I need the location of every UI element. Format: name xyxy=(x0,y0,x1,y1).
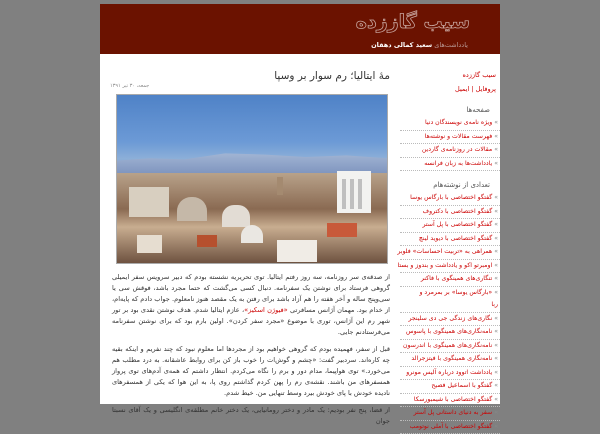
post-paragraph: قبل از سفر، فهمیده بودم که گروهی خواهیم بود از مجردها اما معلوم نبود که چند نفریم و اینکه بقیه چه کاره‌اند. سردبیر گفت: «چشم و گوش‌ات را خوب باز کن برای روابط عاشقانه. به درد مطلب هم می‌خورد.» توی هواپیما، مدام دور و برم را نگاه می‌کردم. انتظار داشتم که همه‌ی آدم‌های توی پرواز همسفرهای من باشند. نقشه‌ی رم را پهن کردم گذاشتم روی پا، به این هوا که یکی از همسفرهای نادیده خودش با پای خودش بیرد وسط تنهایی من. خیط شدم. xyxy=(112,344,390,399)
bullet-icon: » xyxy=(494,355,498,362)
sidebar xyxy=(400,66,500,406)
bullet-icon: » xyxy=(494,342,498,349)
bullet-icon: » xyxy=(494,160,498,167)
bullet-icon: » xyxy=(494,396,498,403)
post-link-item[interactable]: »گفتگو اختصاصی با بارگاس یوسا xyxy=(400,192,500,206)
bullet-icon: » xyxy=(494,315,498,322)
post-link-item[interactable]: »گفتگو اختصاصی با دکتروف xyxy=(400,206,500,220)
separator: | xyxy=(471,85,473,93)
main-column xyxy=(110,66,390,406)
posts-heading: تعدادی از نوشته‌هام xyxy=(400,181,490,189)
email-link[interactable]: ایمیل xyxy=(455,85,469,93)
post-paragraph: از صدقه‌ی سر روزنامه، سه روز رفتم ایتالیا. توی تحریریه نشسته بودم که دبیر سرویس سفر ایمیلی گروهی فرستاد برای نوشتن یک سفرنامه. دنبال کسی می‌گشت که حتما مجرد باشد، فوقش سی یا سی‌وپنج ساله و آخر هفته را هم آزاد باشد برای رفتن به یک مقصد هنوز نامعلوم. جواب دادم که پایه‌ام، از خدام بود. مهمان آژانس مسافرتی «فیوژن اسکیز»، عازم ایتالیا شدم. هدف نوشتن نقدی بود بر تور شهر رم این آژانس، توری با موضوع «مجرد سفر کردن». اولین بارم بود که برای نوشتن سفرنامه می‌فرستادنم جایی. xyxy=(112,272,390,338)
post-link-item[interactable]: »گفتگو اختصاصی با شیمبورسکا xyxy=(400,394,500,408)
page-container xyxy=(100,4,500,404)
post-link-item[interactable]: »نامه‌نگاری‌های همینگوی با اندرسون xyxy=(400,340,500,354)
bullet-icon: » xyxy=(494,275,498,282)
bullet-icon: » xyxy=(494,409,498,416)
posts-list xyxy=(400,192,500,434)
post-body xyxy=(112,272,390,433)
sidebar-profile-row xyxy=(400,85,496,93)
author-name: سعید کمالی دهقان xyxy=(371,41,432,49)
post-paragraph: از قضا، پنج نفر بودیم: یک مادر و دختر رومانیایی، یک دختر خانم مطلقه‌ی انگلیسی و یک آقای نسبتا جوان xyxy=(112,405,390,427)
post-title[interactable]: مهٔ ایتالیا؛ رم سوار بر وسپا xyxy=(110,70,390,82)
post-image xyxy=(116,94,388,264)
bullet-icon: » xyxy=(494,235,498,242)
page-item[interactable]: »فهرست مقالات و نوشته‌ها xyxy=(400,131,500,145)
bullet-icon: » xyxy=(494,262,498,269)
bullet-icon: » xyxy=(494,208,498,215)
profile-link[interactable]: پروفایل xyxy=(476,85,496,93)
pages-list xyxy=(400,117,500,171)
post-link-item[interactable]: »گفتگو اختصاصی با دیوید لینچ xyxy=(400,233,500,247)
bullet-icon: » xyxy=(494,423,498,430)
bullet-icon: » xyxy=(494,328,498,335)
blog-header xyxy=(100,4,500,54)
post-link-item[interactable]: »«بارگاس یوسا» بر بمرمرد و xyxy=(400,287,500,300)
post-date: جمعه، ۳۰ تیر ۱۳۹۱ xyxy=(110,83,149,89)
bullet-icon: » xyxy=(494,146,498,153)
bullet-icon: » xyxy=(494,119,498,126)
post-link-item[interactable]: »نگاری‌های زندگی جی دی سلینجر xyxy=(400,313,500,327)
blog-description xyxy=(371,41,468,49)
post-link-item[interactable]: »تنگاری‌های همینگوی با فاکنر xyxy=(400,273,500,287)
bullet-icon: » xyxy=(494,248,498,255)
post-link-item[interactable]: »اومبرتو اکو و یادداشت و بندوز و بستا xyxy=(400,260,500,274)
post-link-item[interactable]: »سفر به دنیای داستانی پل آستر xyxy=(400,407,500,421)
bullet-icon: » xyxy=(494,382,498,389)
bullet-icon: » xyxy=(494,221,498,228)
post-link-item[interactable]: »نامه‌نگاری همینگوی با فیتزجرالد xyxy=(400,353,500,367)
bullet-icon: » xyxy=(494,194,498,201)
post-link-item-continued[interactable]: ربا xyxy=(400,299,500,313)
sidebar-blog-link[interactable]: سیب گاززده xyxy=(400,71,496,79)
page-item[interactable]: »مقالات در روزنامه‌ی گاردین xyxy=(400,144,500,158)
post-link-item[interactable]: »گفتگو اختصاصی با پل آستر xyxy=(400,219,500,233)
post-link-item[interactable]: »گفتگو با اسماعیل فصیح xyxy=(400,380,500,394)
pages-heading: صفحه‌ها xyxy=(400,106,490,114)
post-link-item[interactable]: »گفتگو اختصاصی با آملی نوتومب xyxy=(400,421,500,434)
bullet-icon: » xyxy=(494,289,498,296)
post-link-item[interactable]: »یادداشت اتوود درباره آلیس مونرو xyxy=(400,367,500,381)
blog-title[interactable]: سیب گاززده xyxy=(356,11,470,33)
post-link-item[interactable]: »نامه‌نگاری‌های همینگوی با پاسوس xyxy=(400,326,500,340)
page-item[interactable]: »یادداشت‌ها به زبان فرانسه xyxy=(400,158,500,172)
bullet-icon: » xyxy=(494,369,498,376)
page-item[interactable]: »ویژه نامه‌ی نویسندگان دنیا xyxy=(400,117,500,131)
post-link-item[interactable]: »همراهی به «تربیت احساسات» فلوبر xyxy=(400,246,500,260)
bullet-icon: » xyxy=(494,133,498,140)
description-prefix: یادداشت‌های xyxy=(434,41,468,49)
fusion-skies-link[interactable]: «فیوژن اسکیز» xyxy=(244,306,288,314)
